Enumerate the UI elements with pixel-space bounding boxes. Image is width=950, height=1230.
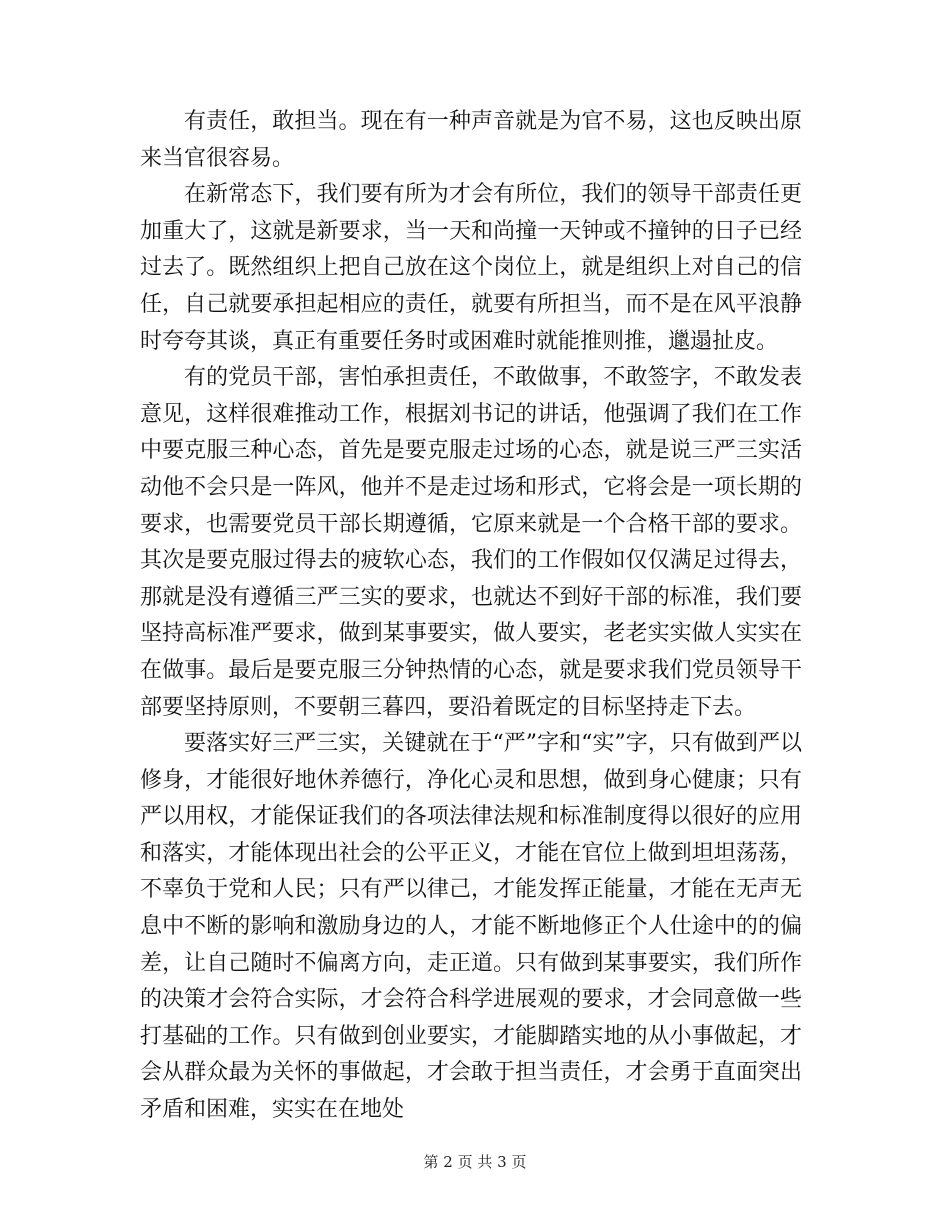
paragraph-2: 在新常态下，我们要有所为才会有所位，我们的领导干部责任更加重大了，这就是新要求，当一天和尚撞一天钟或不撞钟的日子已经过去了。既然组织上把自己放在这个岗位上，就是组织上对自己的信任，自己就要承担起相应的责任，就要有所担当，而不是在风平浪静时夸夸其谈，真正有重要任务时或困难时就能推则推，邋遢扯皮。 [140, 182, 802, 354]
document-body [140, 104, 802, 1129]
paragraph-1: 有责任，敢担当。现在有一种声音就是为官不易，这也反映出原来当官很容易。 [140, 109, 802, 171]
paragraph-4: 要落实好三严三实，关键就在于“严”字和“实”字，只有做到严以修身，才能很好地休养德行，净化心灵和思想，做到身心健康；只有严以用权，才能保证我们的各项法律法规和标准制度得以很好的应用和落实，才能体现出社会的公平正义，才能在官位上做到坦坦荡荡，不辜负于党和人民；只有严以律己，才能发挥正能量，才能在无声无息中不断的影响和激励身边的人，才能不断地修正个人仕途中的的偏差，让自己随时不偏离方向，走正道。只有做到某事要实，我们所作的决策才会符合实际，才会符合科学进展观的要求，才会同意做一些打基础的工作。只有做到创业要实，才能脚踏实地的从小事做起，才会从群众最为关怀的事做起，才会敢于担当责任，才会勇于直面突出矛盾和困难，实实在在地处 [140, 731, 802, 1123]
paragraph-3: 有的党员干部，害怕承担责任，不敢做事，不敢签字，不敢发表意见，这样很难推动工作，根据刘书记的讲话，他强调了我们在工作中要克服三种心态，首先是要克服走过场的心态，就是说三严三实活动他不会只是一阵风，他并不是走过场和形式，它将会是一项长期的要求，也需要党员干部长期遵循，它原来就是一个合格干部的要求。其次是要克服过得去的疲软心态，我们的工作假如仅仅满足过得去，那就是没有遵循三严三实的要求，也就达不到好干部的标准，我们要坚持高标准严要求，做到某事要实，做人要实，老老实实做人实实在在做事。最后是要克服三分钟热情的心态，就是要求我们党员领导干部要坚持原则，不要朝三暮四，要沿着既定的目标坚持走下去。 [140, 365, 802, 720]
page-number-footer: 第 2 页 共 3 页 [423, 1153, 527, 1171]
